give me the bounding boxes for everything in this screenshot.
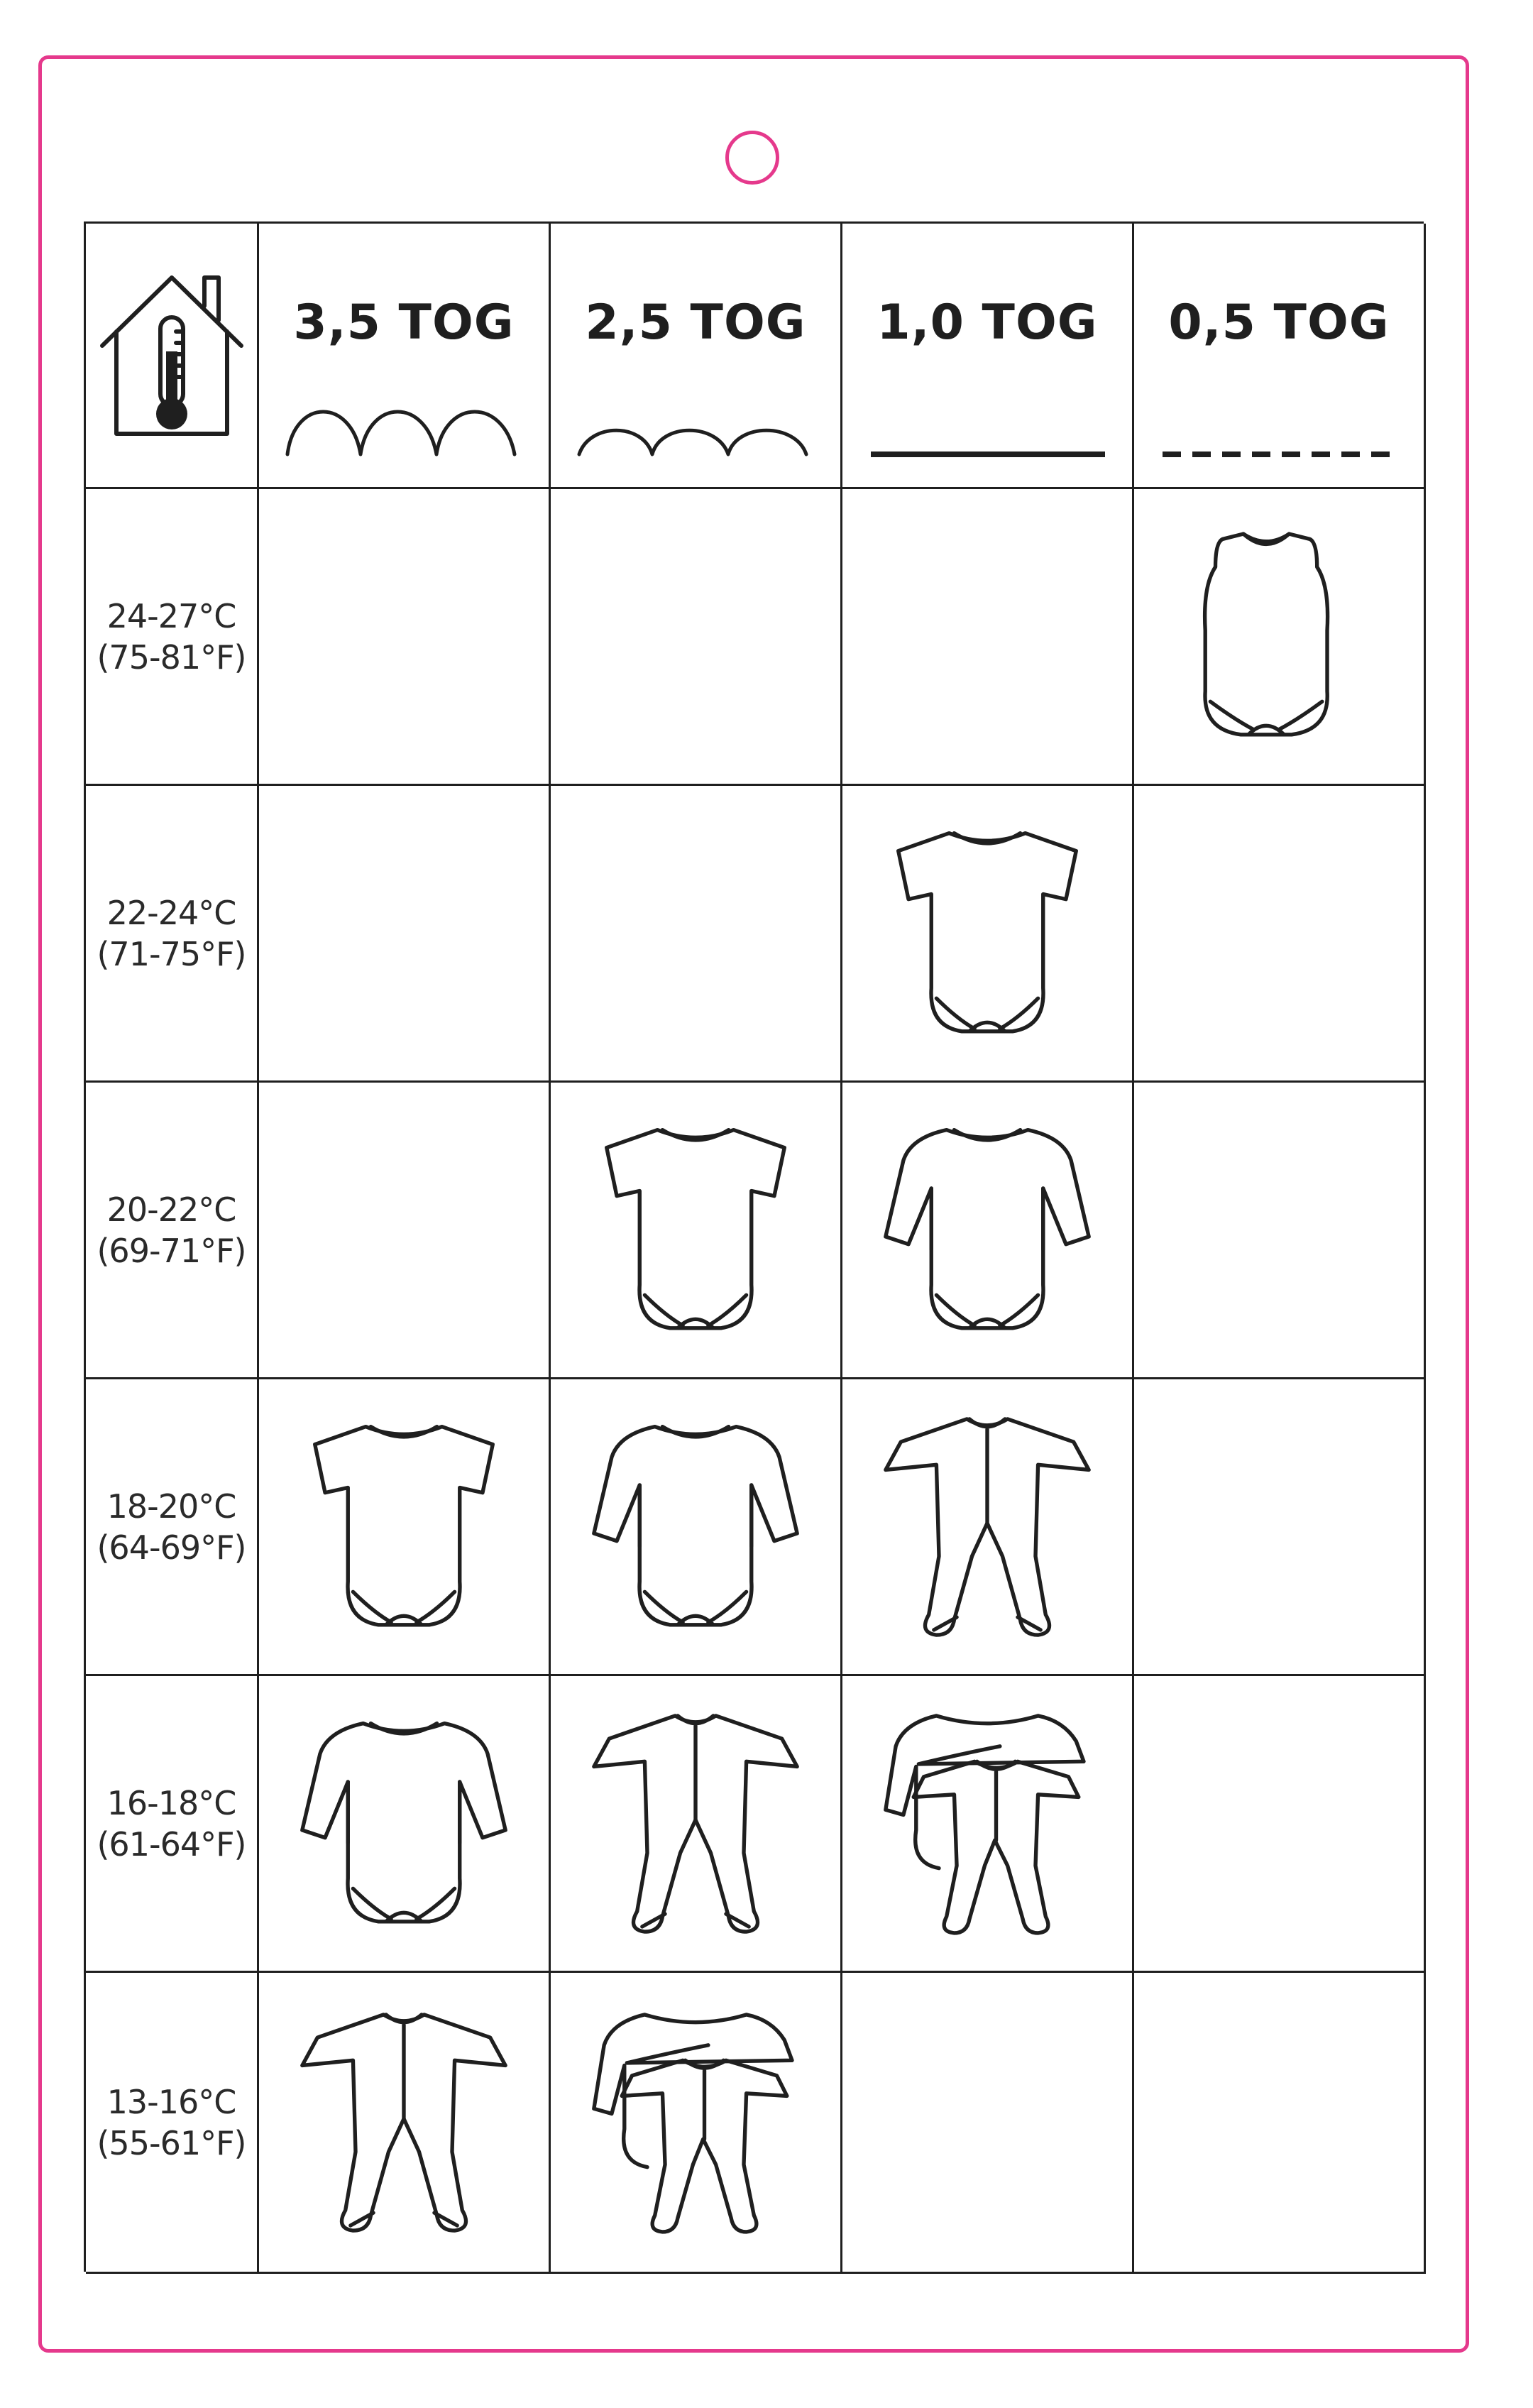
temperature-cell [86, 1083, 259, 1379]
temperature-fahrenheit: (71-75°F) [97, 934, 246, 973]
clothing-cell [259, 1379, 551, 1676]
tog-guide-table [84, 221, 1424, 2272]
clothing-cell [259, 786, 551, 1083]
temperature-celsius: 13-16°C [106, 2082, 236, 2121]
temperature-cell [86, 489, 259, 786]
footed-sleepsuit-icon [575, 1703, 816, 1944]
temperature-fahrenheit: (61-64°F) [97, 1824, 246, 1864]
corner-cell [86, 224, 259, 489]
clothing-cell [1134, 1379, 1426, 1676]
temperature-cell [86, 1973, 259, 2274]
short-sleeve-bodysuit-icon [867, 813, 1108, 1054]
tog-label: 3,5 TOG [293, 295, 515, 351]
clothing-cell [842, 1676, 1134, 1973]
temperature-cell [86, 786, 259, 1083]
temperature-celsius: 16-18°C [106, 1783, 236, 1822]
temperature-cell [86, 1379, 259, 1676]
temperature-fahrenheit: (64-69°F) [97, 1528, 246, 1567]
dashed-line-symbol [1155, 401, 1400, 458]
tog-label: 0,5 TOG [1168, 295, 1390, 351]
clothing-cell [551, 786, 842, 1083]
clothing-cell [259, 489, 551, 786]
clothing-cell [551, 1379, 842, 1676]
clothing-cell [259, 1973, 551, 2274]
footed-sleepsuit-icon [867, 1406, 1108, 1648]
three-low-arcs-symbol [572, 401, 817, 458]
clothing-cell [259, 1676, 551, 1973]
clothing-cell [1134, 1083, 1426, 1379]
three-high-arcs-symbol [280, 401, 525, 458]
temperature-fahrenheit: (75-81°F) [97, 637, 246, 677]
clothing-cell [842, 489, 1134, 786]
short-sleeve-bodysuit-icon [283, 1406, 524, 1648]
clothing-cell [842, 1973, 1134, 2274]
clothing-cell [551, 1083, 842, 1379]
clothing-cell [551, 1973, 842, 2274]
clothing-cell [259, 1083, 551, 1379]
temperature-celsius: 20-22°C [106, 1190, 236, 1229]
temperature-celsius: 22-24°C [106, 893, 236, 932]
tog-label: 1,0 TOG [877, 295, 1098, 351]
long-sleeve-bodysuit-icon [867, 1110, 1108, 1351]
temperature-fahrenheit: (69-71°F) [97, 1231, 246, 1270]
clothing-cell [1134, 1676, 1426, 1973]
tog-header-3-5 [259, 224, 551, 489]
clothing-cell [1134, 489, 1426, 786]
short-sleeve-bodysuit-icon [575, 1110, 816, 1351]
clothing-cell [842, 786, 1134, 1083]
bodysuit-and-sleepsuit-icon [575, 2002, 816, 2243]
long-sleeve-bodysuit-icon [575, 1406, 816, 1648]
solid-line-symbol [864, 401, 1109, 458]
sleeveless-bodysuit-icon [1158, 516, 1400, 757]
tog-header-1-0 [842, 224, 1134, 489]
temperature-celsius: 24-27°C [106, 596, 236, 635]
clothing-cell [842, 1083, 1134, 1379]
hang-hole [725, 131, 779, 185]
temperature-celsius: 18-20°C [106, 1487, 236, 1526]
clothing-cell [551, 1676, 842, 1973]
temperature-cell [86, 1676, 259, 1973]
clothing-cell [1134, 786, 1426, 1083]
tog-label: 2,5 TOG [585, 295, 806, 351]
tog-header-0-5 [1134, 224, 1426, 489]
clothing-cell [551, 489, 842, 786]
temperature-fahrenheit: (55-61°F) [97, 2123, 246, 2162]
clothing-cell [842, 1379, 1134, 1676]
house-thermometer-icon [94, 263, 250, 448]
long-sleeve-bodysuit-icon [283, 1703, 524, 1944]
bodysuit-and-sleepsuit-icon [867, 1703, 1108, 1944]
footed-sleepsuit-icon [283, 2002, 524, 2243]
clothing-cell [1134, 1973, 1426, 2274]
tog-header-2-5 [551, 224, 842, 489]
